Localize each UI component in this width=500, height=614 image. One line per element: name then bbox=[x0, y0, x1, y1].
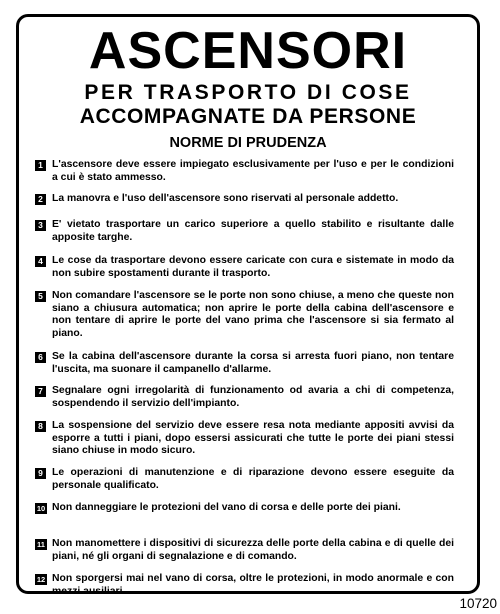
rule-text: Se la cabina dell'ascensore durante la corsa si arresta fuori piano, non tentare l'uscita, ma suonare il campanello d'allarme. bbox=[52, 351, 454, 375]
sign-subtitle-line-1: PER TRASPORTO DI COSE bbox=[84, 81, 412, 104]
rule-text: Le cose da trasportare devono essere caricate con cura e sistemate in modo da non subire spostamenti durante il trasporto. bbox=[52, 255, 454, 279]
sign-title: ASCENSORI bbox=[88, 22, 408, 80]
sign-subtitle-line-2: ACCOMPAGNATE DA PERSONE bbox=[79, 105, 417, 128]
rule-number-badge: 9 bbox=[35, 468, 46, 479]
section-title: NORME DI PRUDENZA bbox=[169, 135, 327, 151]
rule-number-badge: 11 bbox=[35, 539, 47, 550]
rule-number-badge: 7 bbox=[35, 386, 46, 397]
rule-text: Le operazioni di manutenzione e di riparazione devono essere eseguite da personale qualificato. bbox=[52, 467, 454, 491]
rule-number-badge: 12 bbox=[36, 575, 46, 584]
rule-number-badge: 8 bbox=[35, 421, 46, 432]
rule-number-badge: 1 bbox=[35, 160, 46, 171]
rule-text: Non manomettere i dispositivi di sicurezza delle porte della cabina e di quelle dei piani, né gli organi di segnalazione e di comando. bbox=[52, 538, 454, 562]
rule-text: La manovra e l'uso dell'ascensore sono riservati al personale addetto. bbox=[52, 193, 399, 204]
rule-text: E' vietato trasportare un carico superiore a quello stabilito e risultante dalle apposite targhe. bbox=[52, 219, 454, 243]
rule-text: Non sporgersi mai nel vano di corsa, oltre le protezioni, in modo anormale e con mezzi ausiliari. bbox=[52, 573, 454, 597]
safety-sign bbox=[16, 14, 480, 597]
rule-number-badge: 3 bbox=[35, 220, 46, 231]
rule-text: L'ascensore deve essere impiegato esclusivamente per l'uso e per le condizioni a cui è stato ammesso. bbox=[52, 159, 454, 183]
rule-text: Non danneggiare le protezioni del vano di corsa e delle porte dei piani. bbox=[52, 502, 401, 513]
rule-number-badge: 6 bbox=[35, 352, 46, 363]
product-code: 10720 bbox=[459, 596, 497, 611]
rule-text: Segnalare ogni irregolarità di funzionamento od avaria a chi di competenza, sospendendo il servizio dell'impianto. bbox=[52, 385, 454, 409]
rule-text: La sospensione del servizio deve essere resa nota mediante appositi avvisi da esporre a tutti i piani, dopo essersi assicurati che tutte le porte dei piani stessi siano chiuse in modo sicuro. bbox=[52, 420, 454, 456]
rule-number-badge: 2 bbox=[35, 194, 46, 205]
rule-number-badge: 10 bbox=[36, 504, 46, 513]
rule-number-badge: 5 bbox=[35, 291, 46, 302]
rule-number-badge: 4 bbox=[35, 256, 46, 267]
rule-text: Non comandare l'ascensore se le porte non sono chiuse, a meno che queste non siano a chiusura automatica; non aprire le porte della cabina dell'ascensore e non tentare di aprire le porte del vano prima che l'ascensore si sia fermato al piano. bbox=[52, 290, 454, 339]
